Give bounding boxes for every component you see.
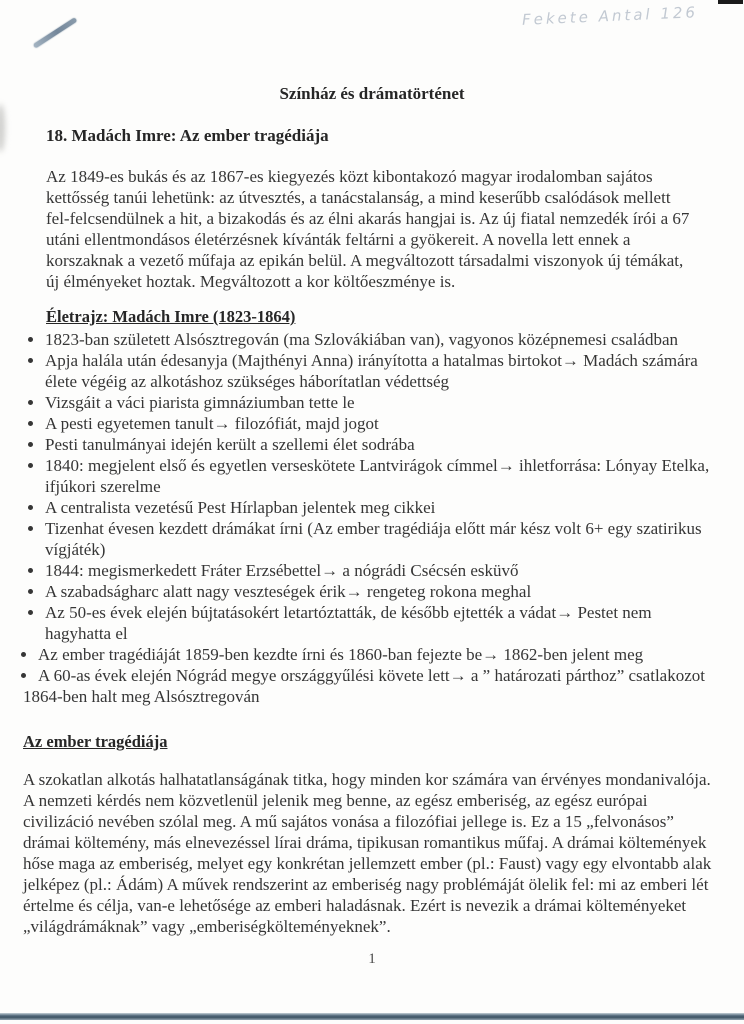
course-title: Színház és drámatörténet	[279, 84, 465, 103]
tragedy-section-paragraph: A szokatlan alkotás halhatatlanságának titka, hogy minden kor számára van érvényes mondanivalója. A nemzeti kérdés nem közvetlenül jelenik meg benne, az egész emberiség, az egész európai civilizáció nevében szólal meg. A mű sajátos vonása a filozófiai jellege is. Ez a 15 „felvonásos” drámai költemény, más elnevezéssel lírai dráma, tipikusan romantikus műfaj. A drámai költemények hőse maga az emberiség, melyet egy konkrétan jellemzett ember (pl.: Faust) vagy egy elvontabb alak jelképez (pl.: Ádám) A művek rendszerint az emberiség nagy problémáját ölelik fel: mi az emberi lét értelme és célja, van-e lehetősége az emberi haladásnak. Ezért is nevezik a drámai költeményeket „világdrámáknak” vagy „emberiségkölteményeknek”.	[23, 770, 712, 936]
bio-bullet: • Az 50-es évek elején bújtatásokért letartóztatták, de később ejtették a vádat→ Pestet nem hagyhatta el	[45, 602, 716, 644]
bio-bullet: • Apja halála után édesanyja (Majthényi Anna) irányította a hatalmas birtokot→ Madách számára élete végéig az alkotáshoz szükséges háborítatlan védettség	[45, 350, 716, 392]
bio-bullet: • Az ember tragédiáját 1859-ben kezdte írni és 1860-ban fejezte be→ 1862-ben jelent meg	[38, 644, 726, 665]
biography-trailing-line: 1864-ben halt meg Alsósztregován	[23, 687, 260, 706]
biography-heading: Életrajz: Madách Imre (1823-1864)	[46, 307, 296, 326]
bio-bullet: • 1844: megismerkedett Fráter Erzsébettel→ a nógrádi Csécsén esküvő	[45, 560, 716, 581]
bio-bullet: • A 60-as évek elején Nógrád megye országgyűlési követe lett→ a ” határozati párthoz” csatlakozot	[38, 665, 726, 686]
biography-bullet-list	[0, 329, 716, 644]
scan-corner-artifact	[718, 0, 743, 4]
bio-bullet: • Pesti tanulmányai idején került a szellemi élet sodrába	[45, 434, 716, 455]
scan-edge-smudge	[0, 104, 5, 152]
page-number: 1	[368, 951, 376, 967]
intro-paragraph: Az 1849-es bukás és az 1867-es kiegyezés közt kibontakozó magyar irodalomban sajátos kettősség tanúi lehetünk: az útvesztés, a tanácstalanság, a mind keserűbb csalódások mellett fel-felcsendülnek a hit, a bizakodás és az élni akarás hangjai is. Az új fiatal nemzedék írói a 67 utáni ellentmondásos életérzésnek kívánták feltárni a gyökereit. A novella lett ennek a korszaknak a vezető műfaja az epikán belül. A megváltozott társadalmi viszonyok új témákat, új élményeket hoztak. Megváltozott a kor költőeszménye is.	[46, 167, 690, 291]
bio-bullet: • Tizenhat évesen kezdett drámákat írni (Az ember tragédiája előtt már kész volt 6+ egy szatirikus vígjáték)	[45, 518, 716, 560]
scan-bottom-edge	[0, 1013, 744, 1020]
bio-bullet: • 1823-ban született Alsósztregován (ma Szlovákiában van), vagyonos középnemesi családban	[45, 329, 716, 350]
bio-bullet: • A centralista vezetésű Pest Hírlapban jelentek meg cikkei	[45, 497, 716, 518]
handwritten-note: Fekete Antal 126	[521, 3, 699, 29]
bio-bullet: • Vizsgáit a váci piarista gimnáziumban tette le	[45, 392, 716, 413]
lesson-heading: 18. Madách Imre: Az ember tragédiája	[46, 126, 329, 145]
bio-bullet: • 1840: megjelent első és egyetlen verseskötete Lantvirágok címmel→ ihletforrása: Lónyay Etelka, ifjúkori szerelme	[45, 455, 716, 497]
bio-bullet: • A pesti egyetemen tanult→ filozófiát, majd jogot	[45, 413, 716, 434]
bio-bullet: • A szabadságharc alatt nagy veszteségek érik→ rengeteg rokona meghal	[45, 581, 716, 602]
biography-bullet-list-flush	[0, 644, 726, 686]
tragedy-section-heading: Az ember tragédiája	[23, 732, 168, 751]
